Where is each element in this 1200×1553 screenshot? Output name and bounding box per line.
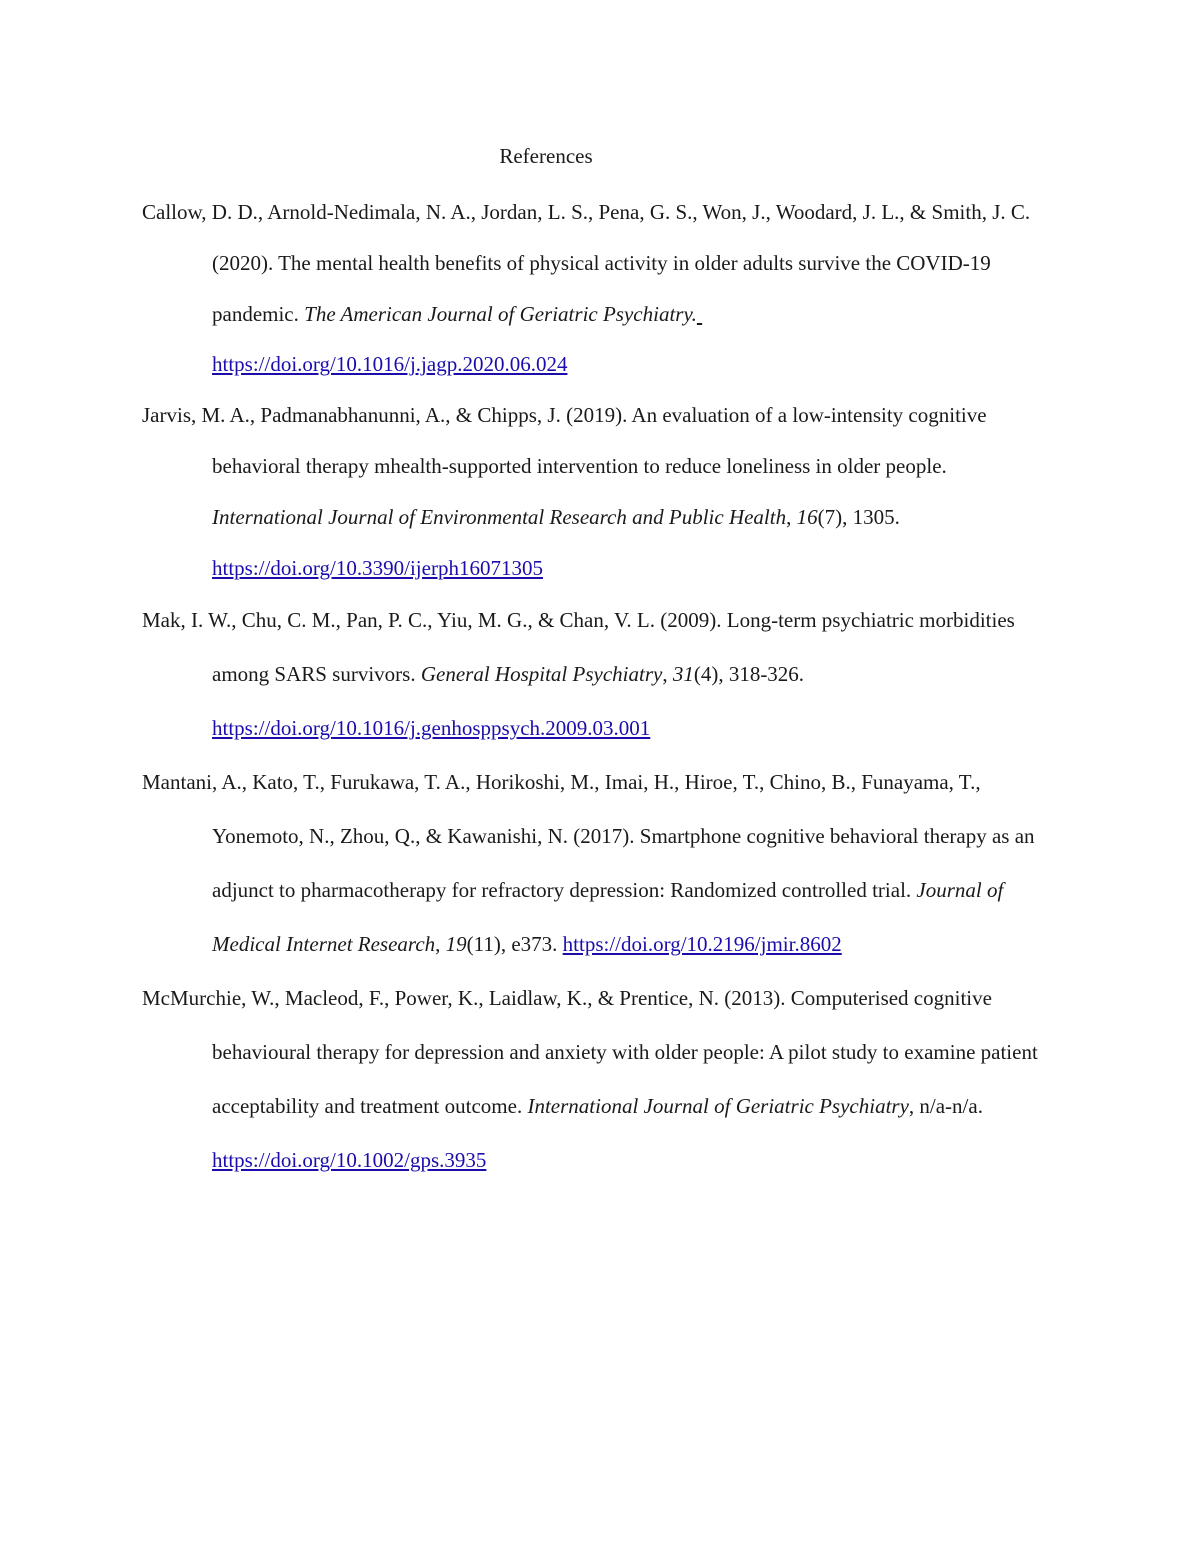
stray-underline-space xyxy=(697,302,702,326)
page-title: References xyxy=(499,144,593,168)
reference-punctuation: , xyxy=(786,504,797,529)
journal-title: Journal of Medical Internet Research xyxy=(212,878,1004,957)
reference-punctuation: , xyxy=(435,932,446,957)
reference-punctuation: , n/a-n/a. xyxy=(908,1094,983,1119)
journal-issue-pages: (4), 318-326. xyxy=(693,662,805,687)
journal-title: The American Journal of Geriatric Psychiatry xyxy=(304,301,692,326)
journal-volume: 16 xyxy=(796,504,818,529)
journal-title: International Journal of Geriatric Psychiatry xyxy=(527,1094,909,1119)
reference-citation-text: Jarvis, M. A., Padmanabhanunni, A., & Chipps, J. (2019). An evaluation of a low-intensity cognitive behavioral therapy mhealth-supported intervention to reduce loneliness in older people. xyxy=(142,403,987,478)
reference-punctuation: , xyxy=(662,662,673,687)
journal-volume: 31 xyxy=(672,662,694,687)
doi-link[interactable]: https://doi.org/10.2196/jmir.8602 xyxy=(562,932,842,957)
reference-list xyxy=(142,187,1060,1187)
reference-entry xyxy=(142,187,1060,390)
doi-link[interactable]: https://doi.org/10.3390/ijerph16071305 xyxy=(212,555,543,580)
journal-volume: 19 xyxy=(445,932,467,957)
doi-link[interactable]: https://doi.org/10.1016/j.genhosppsych.2009.03.001 xyxy=(212,716,651,741)
reference-entry xyxy=(142,593,1060,755)
reference-citation-text: Callow, D. D., Arnold-Nedimala, N. A., Jordan, L. S., Pena, G. S., Won, J., Woodard, J. L., & Smith, J. C. (2020). The mental health benefits of physical activity in older adults survive the COVID-19 pandemic. xyxy=(142,200,1031,326)
reference-entry xyxy=(142,971,1060,1187)
reference-citation-text: Mak, I. W., Chu, C. M., Pan, P. C., Yiu, M. G., & Chan, V. L. (2009). Long-term psychiatric morbidities among SARS survivors. xyxy=(142,608,1015,687)
journal-title: International Journal of Environmental Research and Public Health xyxy=(212,504,787,529)
doi-link[interactable]: https://doi.org/10.1016/j.jagp.2020.06.024 xyxy=(212,352,568,377)
journal-issue-pages: (11), e373. xyxy=(466,932,558,957)
reference-punctuation: . xyxy=(691,301,697,326)
journal-issue-pages: (7), 1305. xyxy=(817,504,900,529)
doi-link[interactable]: https://doi.org/10.1002/gps.3935 xyxy=(212,1148,487,1173)
reference-entry xyxy=(142,390,1060,593)
reference-citation-text: Mantani, A., Kato, T., Furukawa, T. A., Horikoshi, M., Imai, H., Hiroe, T., Chino, B., Funayama, T., Yonemoto, N., Zhou, Q., & Kawanishi, N. (2017). Smartphone cognitive behavioral therapy as an adjunct to pharmacotherapy for refractory depression: Randomized controlled trial. xyxy=(142,770,1035,903)
reference-entry xyxy=(142,755,1060,971)
journal-title: General Hospital Psychiatry xyxy=(420,662,663,687)
reference-citation-text: McMurchie, W., Macleod, F., Power, K., Laidlaw, K., & Prentice, N. (2013). Computerised cognitive behavioural therapy for depression and anxiety with older people: A pilot study to examine patient acceptability and treatment outcome. xyxy=(142,986,1038,1119)
